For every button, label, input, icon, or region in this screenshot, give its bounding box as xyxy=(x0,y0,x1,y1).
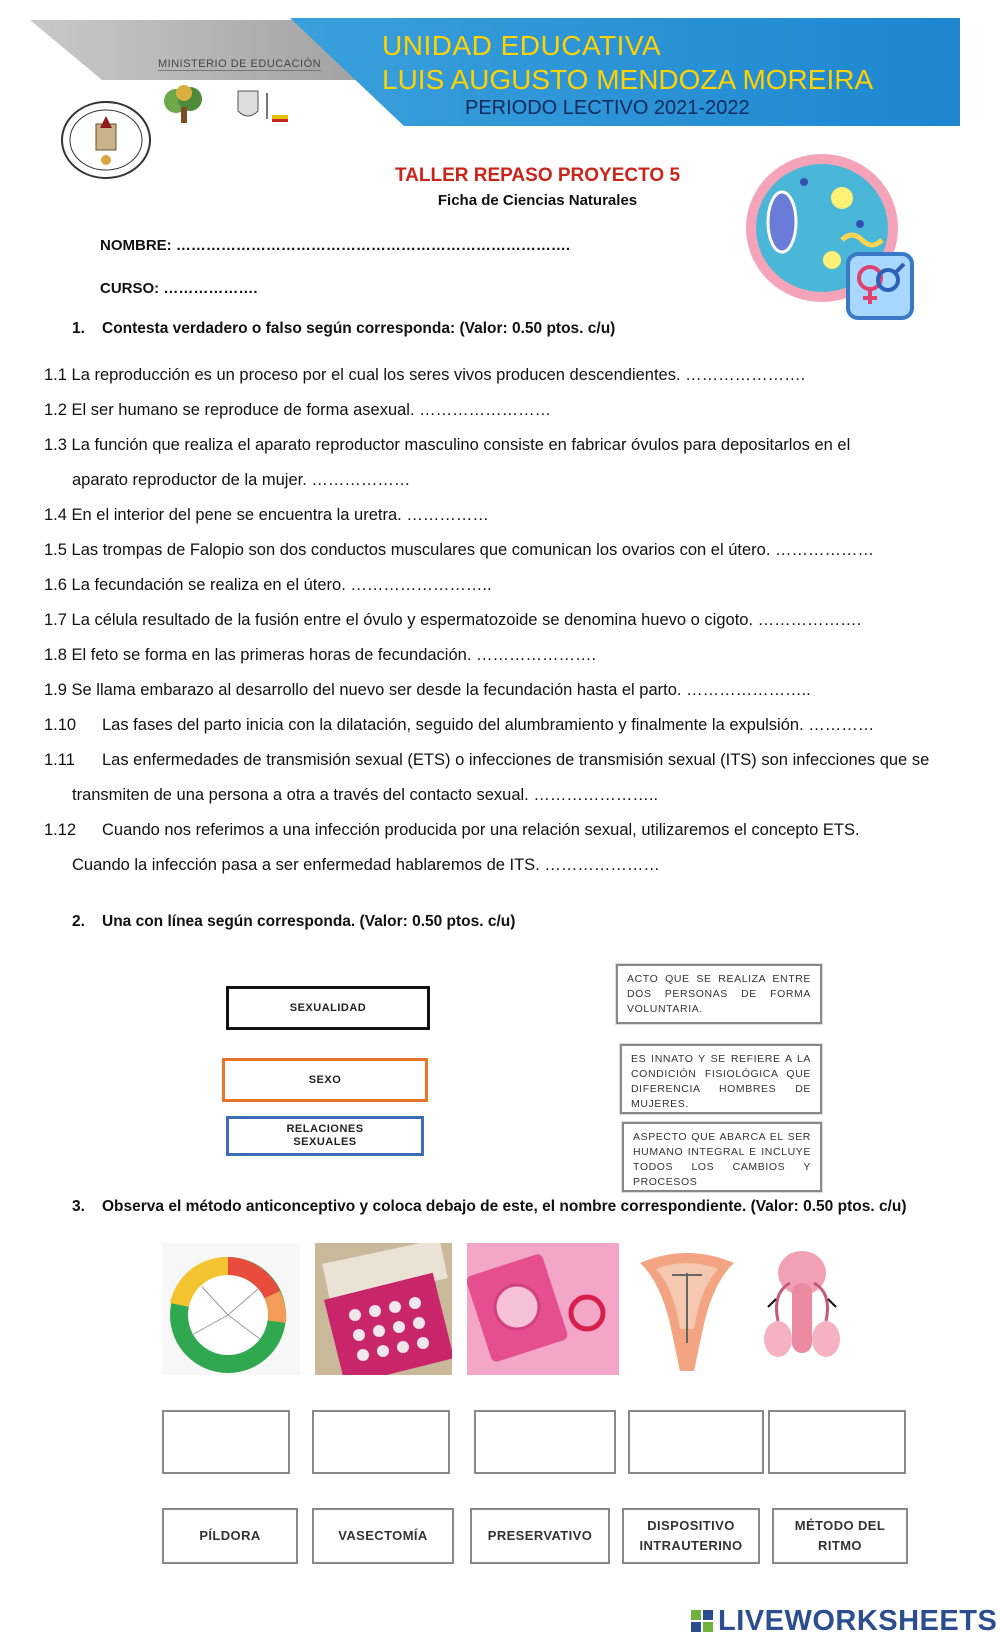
school-period: PERIODO LECTIVO 2021-2022 xyxy=(465,97,750,119)
question-1-7[interactable]: 1.7 La célula resultado de la fusión entre el óvulo y espermatozoide se denomina huevo o cigoto. ………………. xyxy=(44,611,862,629)
question-1-11-cont: transmiten de una persona a otra a través del contacto sexual. ………………….. xyxy=(72,786,659,804)
question-1-3-cont: aparato reproductor de la mujer. ……………… xyxy=(72,471,411,489)
tree-logo xyxy=(158,85,210,125)
answer-blank-2[interactable] xyxy=(312,1410,450,1474)
definition-condicion-fisiologica[interactable]: ES INNATO Y SE REFIERE A LA CONDICIÓN FISIOLÓGICA QUE DIFERENCIA HOMBRES DE MUJERES. xyxy=(620,1044,822,1114)
section3-heading: 3. Observa el método anticonceptivo y coloca debajo de este, el nombre correspondiente. (Valor: 0.50 ptos. c/u) xyxy=(72,1198,907,1215)
vasectomy-image xyxy=(752,1243,852,1375)
ministry-label: MINISTERIO DE EDUCACIÓN xyxy=(158,58,322,70)
question-1-12-cont: Cuando la infección pasa a ser enfermedad hablaremos de ITS. ………………… xyxy=(72,856,660,874)
definition-ser-humano-integral[interactable]: ASPECTO QUE ABARCA EL SER HUMANO INTEGRAL E INCLUYE TODOS LOS CAMBIOS Y PROCESOS xyxy=(622,1122,822,1192)
calendar-wheel-image xyxy=(162,1243,300,1375)
term-relaciones-sexuales[interactable]: RELACIONES SEXUALES xyxy=(226,1116,424,1156)
liveworksheets-brand: LIVEWORKSHEETS xyxy=(718,1605,998,1637)
question-1-10[interactable]: 1.10 Las fases del parto inicia con la dilatación, seguido del alumbramiento y finalmente la expulsión. ………… xyxy=(44,716,875,734)
option-vasectomia[interactable]: VASECTOMÍA xyxy=(312,1508,454,1564)
question-1-4[interactable]: 1.4 En el interior del pene se encuentra la uretra. …………… xyxy=(44,506,489,524)
term-sexo[interactable]: SEXO xyxy=(222,1058,428,1102)
question-1-8[interactable]: 1.8 El feto se forma en las primeras horas de fecundación. …………………. xyxy=(44,646,597,664)
answer-blank-5[interactable] xyxy=(768,1410,906,1474)
school-name-line1: UNIDAD EDUCATIVA xyxy=(382,30,662,61)
answer-blank-4[interactable] xyxy=(628,1410,764,1474)
section2-heading: 2. Una con línea según corresponda. (Valor: 0.50 ptos. c/u) xyxy=(72,913,516,930)
option-dispositivo-intrauterino[interactable]: DISPOSITIVO INTRAUTERINO xyxy=(622,1508,760,1564)
question-1-5[interactable]: 1.5 Las trompas de Falopio son dos conductos musculares que comunican los ovarios con el útero. ……………… xyxy=(44,541,874,559)
school-name-line2: LUIS AUGUSTO MENDOZA MOREIRA xyxy=(382,64,874,95)
question-1-3[interactable]: 1.3 La función que realiza el aparato reproductor masculino consiste en fabricar óvulos para depositarlos en el xyxy=(44,436,851,454)
question-1-1[interactable]: 1.1 La reproducción es un proceso por el cual los seres vivos producen descendientes. …………………. xyxy=(44,366,806,384)
name-field[interactable]: NOMBRE: ……………………………………………………………………. xyxy=(100,237,570,254)
ecuador-shield-logo xyxy=(232,85,292,125)
worksheet-subtitle: Ficha de Ciencias Naturales xyxy=(437,192,638,209)
answer-blank-3[interactable] xyxy=(474,1410,616,1474)
section1-heading: 1. Contesta verdadero o falso según corresponda: (Valor: 0.50 ptos. c/u) xyxy=(72,320,616,337)
course-field[interactable]: CURSO: ………………. xyxy=(100,280,258,297)
iud-image xyxy=(632,1243,742,1375)
condom-image xyxy=(467,1243,619,1375)
pill-pack-image xyxy=(315,1243,452,1375)
question-1-12[interactable]: 1.12 Cuando nos referimos a una infección producida por una relación sexual, utilizaremos el concepto ETS. xyxy=(44,821,860,839)
definition-acto-voluntario[interactable]: ACTO QUE SE REALIZA ENTRE DOS PERSONAS DE FORMA VOLUNTARIA. xyxy=(616,964,822,1024)
worksheet-title: TALLER REPASO PROYECTO 5 xyxy=(394,165,681,186)
question-1-6[interactable]: 1.6 La fecundación se realiza en el útero. …………………….. xyxy=(44,576,492,594)
option-pildora[interactable]: PÍLDORA xyxy=(162,1508,298,1564)
question-1-9[interactable]: 1.9 Se llama embarazo al desarrollo del nuevo ser desde la fecundación hasta el parto. ………………….. xyxy=(44,681,811,699)
answer-blank-1[interactable] xyxy=(162,1410,290,1474)
option-preservativo[interactable]: PRESERVATIVO xyxy=(470,1508,610,1564)
question-1-11[interactable]: 1.11 Las enfermedades de transmisión sexual (ETS) o infecciones de transmisión sexual (ITS) son infecciones que se xyxy=(44,751,930,769)
term-sexualidad[interactable]: SEXUALIDAD xyxy=(226,986,430,1030)
question-1-2[interactable]: 1.2 El ser humano se reproduce de forma asexual. …………………… xyxy=(44,401,552,419)
liveworksheets-icon xyxy=(690,1608,714,1634)
option-metodo-del-ritmo[interactable]: MÉTODO DEL RITMO xyxy=(772,1508,908,1564)
